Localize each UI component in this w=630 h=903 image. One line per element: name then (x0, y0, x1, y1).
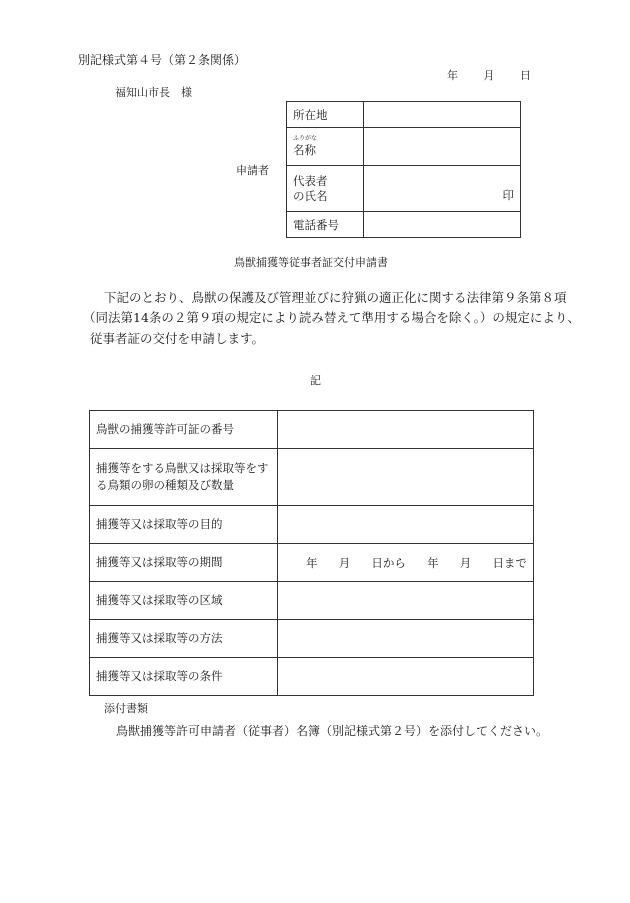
period-start-year: 年 (306, 555, 318, 570)
furigana-label: ふりがな (293, 135, 318, 142)
species-label-2: る鳥類の卵の種類及び数量 (96, 478, 234, 492)
name-label-cell (287, 128, 364, 166)
date-month: 月 (483, 69, 495, 82)
period-label: 捕獲等又は採取等の期間 (90, 544, 278, 582)
representative-label-cell (287, 166, 364, 212)
row-method (90, 620, 534, 658)
row-purpose (90, 506, 534, 544)
period-start-month: 月 (338, 555, 351, 570)
representative-label-1: 代表者 (293, 173, 328, 188)
period-end-year: 年 (427, 555, 439, 570)
applicant-table (286, 101, 521, 238)
row-area (90, 582, 534, 620)
method-field[interactable] (278, 620, 534, 658)
date-line (447, 67, 531, 83)
conditions-field[interactable] (278, 658, 534, 696)
species-field[interactable] (278, 449, 534, 506)
applicant-row-phone (287, 212, 521, 238)
body-line-1: 下記のとおり、鳥獣の保護及び管理並びに狩猟の適正化に関する法律第９条第８項 (104, 290, 567, 305)
details-table (89, 410, 534, 696)
phone-label: 電話番号 (287, 212, 364, 238)
name-label: 名称 (293, 143, 316, 157)
conditions-label: 捕獲等又は採取等の条件 (90, 658, 278, 696)
phone-field[interactable] (364, 212, 521, 238)
name-field[interactable] (364, 128, 521, 166)
row-conditions (90, 658, 534, 696)
date-day: 日 (520, 69, 531, 82)
purpose-field[interactable] (278, 506, 534, 544)
attachment-text: 鳥獣捕獲等許可申請者（従事者）名簿（別記様式第２号）を添付してください。 (116, 724, 549, 738)
method-label: 捕獲等又は採取等の方法 (90, 620, 278, 658)
row-species (90, 449, 534, 506)
period-end-month: 月 (459, 555, 472, 570)
address-field[interactable] (364, 102, 521, 128)
applicant-row-name (287, 128, 521, 166)
period-field[interactable] (278, 544, 534, 582)
applicant-row-address (287, 102, 521, 128)
period-parts (278, 555, 533, 571)
period-end-day: 日まで (492, 555, 527, 570)
seal-mark: 印 (502, 187, 514, 202)
permit-number-label: 鳥獣の捕獲等許可証の番号 (90, 411, 278, 449)
address-label: 所在地 (287, 102, 364, 128)
date-year: 年 (447, 69, 458, 82)
ki-heading: 記 (310, 374, 321, 387)
row-period (90, 544, 534, 582)
applicant-row-representative (287, 166, 521, 212)
species-label-cell (90, 449, 278, 506)
attachment-heading: 添付書類 (104, 702, 148, 715)
document-title: 鳥獣捕獲等従事者証交付申請書 (234, 256, 388, 269)
purpose-label: 捕獲等又は採取等の目的 (90, 506, 278, 544)
area-label: 捕獲等又は採取等の区域 (90, 582, 278, 620)
species-label-1: 捕獲等をする鳥獣又は採取等をす (96, 461, 269, 475)
representative-label-2: の氏名 (293, 188, 328, 203)
form-id: 別記様式第４号（第２条関係） (78, 53, 247, 67)
representative-field[interactable] (364, 166, 521, 212)
area-field[interactable] (278, 582, 534, 620)
period-start-day: 日から (371, 555, 406, 570)
permit-number-field[interactable] (278, 411, 534, 449)
applicant-label: 申請者 (236, 164, 269, 177)
row-permit-number (90, 411, 534, 449)
addressee: 福知山市長 様 (115, 86, 192, 99)
body-line-2: （同法第14条の２第９項の規定により読み替えて準用する場合を除く。）の規定により、 (83, 310, 580, 325)
body-line-3: 従事者証の交付を申請します。 (90, 331, 265, 346)
